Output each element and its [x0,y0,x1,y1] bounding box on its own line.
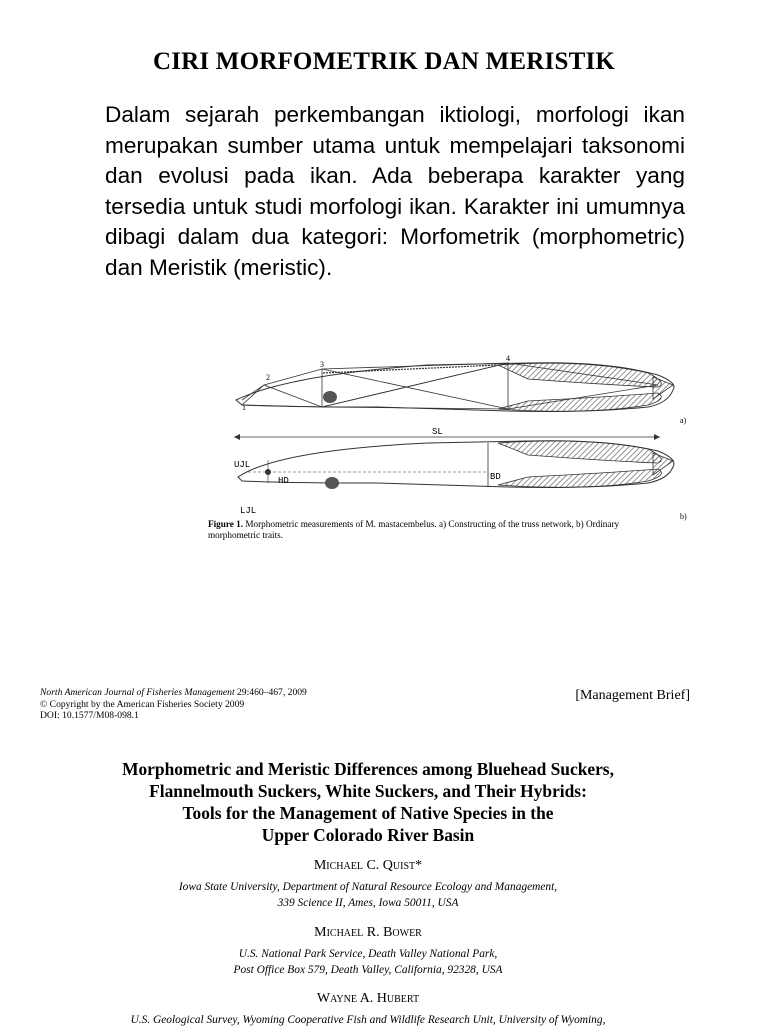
paper-title [0,758,736,846]
caption-label: Figure 1. [208,519,244,529]
panel-a-label: a) [680,416,687,425]
point-2: 2 [266,373,270,382]
journal-name: North American Journal of Fisheries Management [40,687,235,698]
ujl-label: UJL [234,460,251,470]
paper-title-line: Morphometric and Meristic Differences among Bluehead Suckers, [122,759,614,779]
point-4: 4 [506,355,510,363]
paper-title-line: Flannelmouth Suckers, White Suckers, and Their Hybrids: [149,781,587,801]
journal-doi: DOI: 10.1577/M08-098.1 [40,710,139,721]
point-3: 3 [320,360,324,369]
author-affiliation [0,1012,736,1028]
author-name: Michael R. Bower [314,925,422,940]
intro-paragraph: Dalam sejarah perkembangan iktiologi, morfologi ikan merupakan sumber utama untuk mempelajari taksonomi dan evolusi pada ikan. Ada beberapa karakter yang tersedia untuk studi morfologi ikan. Karakter ini umumnya dibagi dalam dua kategori: Morfometrik (morphometric) dan Meristik (meristic). [105,102,685,280]
fish-b-outline [238,441,674,489]
ljl-label: LJL [240,506,257,516]
fish-morphometric-figure [228,355,698,525]
paper-title-line: Upper Colorado River Basin [261,825,475,845]
affiliation-line: U.S. National Park Service, Death Valley National Park, [238,948,498,960]
paper-title-line: Tools for the Management of Native Species in the [182,803,554,823]
journal-volume: 29:460–467, 2009 [234,687,307,698]
affiliation-line: U.S. Geological Survey, Wyoming Cooperative Fish and Wildlife Research Unit, University of Wyoming, [130,1014,606,1026]
fish-diagram [228,355,698,525]
author-affiliation [0,946,736,978]
caption-text: Morphometric measurements of M. mastacembelus. a) Constructing of the truss network, b) Ordinary morphometric traits. [208,519,620,540]
bd-label: BD [490,472,501,482]
figure-caption [208,519,668,541]
point-1: 1 [242,403,246,412]
affiliation-line: Post Office Box 579, Death Valley, California, 92328, USA [233,964,503,976]
journal-copyright: © Copyright by the American Fisheries Society 2009 [40,698,245,710]
affiliation-line: 339 Science II, Ames, Iowa 50011, USA [277,897,459,909]
panel-b-label: b) [680,512,687,521]
affiliation-line: Iowa State University, Department of Natural Resource Ecology and Management, [178,881,558,893]
fish-a-outline [236,363,674,412]
sl-label: SL [432,427,443,437]
author-name: Wayne A. Hubert [316,991,420,1006]
journal-header [40,687,400,722]
management-brief-tag: [Management Brief] [575,688,690,703]
page-title: CIRI MORFOMETRIK DAN MERISTIK [152,48,616,75]
author-name: Michael C. Quist* [313,858,423,873]
hd-label: HD [278,476,289,486]
author-affiliation [0,879,736,911]
